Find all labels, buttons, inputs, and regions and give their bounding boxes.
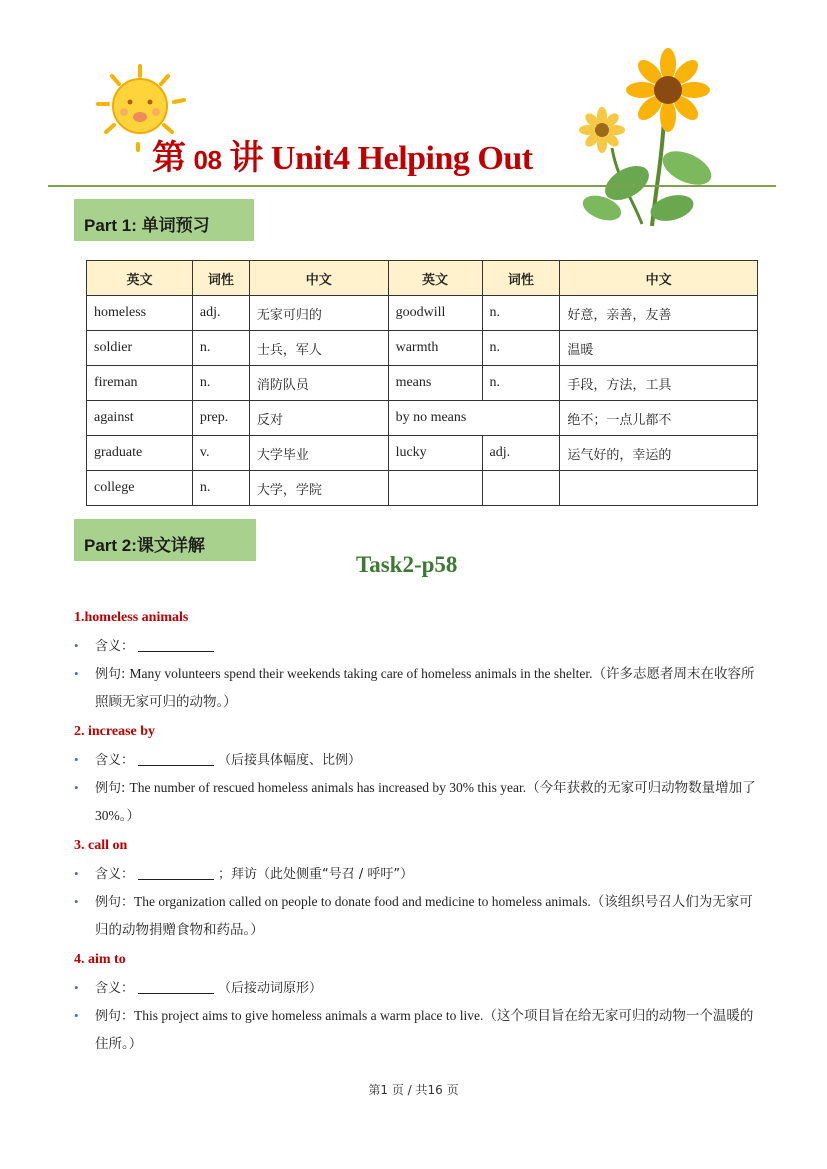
- word-cell: homeless: [87, 296, 193, 331]
- phrase-cell: by no means: [388, 401, 560, 436]
- pos-cell: n.: [482, 331, 560, 366]
- word-cell: soldier: [87, 331, 193, 366]
- meaning-cell: 好意，亲善，友善: [560, 296, 758, 331]
- lesson-title: [152, 130, 533, 179]
- item-heading: 4. aim to: [74, 952, 126, 967]
- word-cell: warmth: [388, 331, 482, 366]
- example-label: 例句：: [95, 895, 135, 910]
- pos-cell: v.: [192, 436, 249, 471]
- task-title: Task2-p58: [356, 552, 458, 577]
- pos-cell: n.: [482, 296, 560, 331]
- pos-cell: n.: [192, 366, 249, 401]
- example-line: [74, 1002, 756, 1057]
- vocabulary-table: [86, 260, 758, 506]
- example-line: [74, 660, 756, 715]
- meaning-note: （后接具体幅度、比例）: [218, 753, 362, 768]
- meaning-cell: 士兵，军人: [249, 331, 388, 366]
- table-row: [87, 436, 758, 471]
- answer-blank[interactable]: [138, 751, 214, 766]
- page-footer: 第1 页 / 共16 页: [368, 1083, 459, 1097]
- meaning-note: （后接动词原形）: [218, 981, 323, 996]
- word-cell: [388, 471, 482, 506]
- answer-blank[interactable]: [138, 637, 214, 652]
- example-sentence: The number of rescued homeless animals has increased by 30% this year.（今年获救的无家可归动物数量增加了 30%。）: [95, 780, 756, 823]
- meaning-cell: 反对: [249, 401, 388, 436]
- item-heading: 2. increase by: [74, 724, 156, 739]
- header-chinese-1: 中文: [249, 261, 388, 296]
- word-cell: fireman: [87, 366, 193, 401]
- meaning-cell: 大学毕业: [249, 436, 388, 471]
- word-cell: means: [388, 366, 482, 401]
- title-prefix: 第: [152, 140, 186, 177]
- meaning-line: [74, 746, 756, 774]
- word-cell: lucky: [388, 436, 482, 471]
- explanation-list: [74, 607, 756, 1063]
- list-item: [74, 721, 756, 829]
- pos-cell: n.: [192, 331, 249, 366]
- header-english-1: 英文: [87, 261, 193, 296]
- sunflower-illustration: [572, 48, 742, 228]
- meaning-label: 含义：: [95, 639, 135, 654]
- example-label: 例句:: [95, 667, 130, 682]
- header-pos-1: 词性: [192, 261, 249, 296]
- item-heading: 1.homeless animals: [74, 610, 189, 625]
- title-suffix: 讲: [229, 140, 263, 177]
- table-row: [87, 296, 758, 331]
- item-heading: 3. call on: [74, 838, 128, 853]
- meaning-cell: 运气好的，幸运的: [560, 436, 758, 471]
- example-label: 例句：: [95, 1009, 135, 1024]
- word-cell: against: [87, 401, 193, 436]
- header-pos-2: 词性: [482, 261, 560, 296]
- meaning-cell: 手段，方法，工具: [560, 366, 758, 401]
- header-divider: [48, 185, 776, 187]
- meaning-line: [74, 860, 756, 888]
- example-sentence: The organization called on people to donate food and medicine to homeless animals.（该组织号召人们为无家可归的动物捐赠食物和药品。）: [95, 894, 753, 937]
- header-english-2: 英文: [388, 261, 482, 296]
- list-item: [74, 835, 756, 943]
- example-label: 例句:: [95, 781, 130, 796]
- meaning-label: 含义：: [95, 867, 135, 882]
- word-cell: college: [87, 471, 193, 506]
- table-header-row: [87, 261, 758, 296]
- example-sentence: Many volunteers spend their weekends taking care of homeless animals in the shelter.（许多志愿者周末在收容所照顾无家可归的动物。）: [95, 666, 755, 709]
- pos-cell: n.: [482, 366, 560, 401]
- part2-heading: Part 2:课文详解: [74, 519, 256, 561]
- word-cell: goodwill: [388, 296, 482, 331]
- meaning-cell: 绝不；一点儿都不: [560, 401, 758, 436]
- pos-cell: prep.: [192, 401, 249, 436]
- part1-heading: Part 1: 单词预习: [74, 199, 254, 241]
- pos-cell: adj.: [482, 436, 560, 471]
- header-chinese-2: 中文: [560, 261, 758, 296]
- table-row: [87, 331, 758, 366]
- lesson-number: 08: [193, 145, 222, 175]
- list-item: [74, 949, 756, 1057]
- meaning-line: [74, 632, 756, 660]
- pos-cell: adj.: [192, 296, 249, 331]
- meaning-line: [74, 974, 756, 1002]
- meaning-note: ；拜访（此处侧重“号召 / 呼吁”）: [218, 867, 414, 882]
- pos-cell: [482, 471, 560, 506]
- word-cell: graduate: [87, 436, 193, 471]
- example-line: [74, 888, 756, 943]
- meaning-cell: 大学，学院: [249, 471, 388, 506]
- pos-cell: n.: [192, 471, 249, 506]
- meaning-label: 含义：: [95, 753, 135, 768]
- meaning-label: 含义：: [95, 981, 135, 996]
- table-row: [87, 401, 758, 436]
- table-row: [87, 366, 758, 401]
- meaning-cell: 无家可归的: [249, 296, 388, 331]
- example-line: [74, 774, 756, 829]
- example-sentence: This project aims to give homeless animals a warm place to live.（这个项目旨在给无家可归的动物一个温暖的住所。）: [95, 1008, 754, 1051]
- meaning-cell: 消防队员: [249, 366, 388, 401]
- unit-title: Unit4 Helping Out: [270, 140, 533, 177]
- list-item: [74, 607, 756, 715]
- meaning-cell: [560, 471, 758, 506]
- table-row: [87, 471, 758, 506]
- answer-blank[interactable]: [138, 979, 214, 994]
- meaning-cell: 温暖: [560, 331, 758, 366]
- answer-blank[interactable]: [138, 865, 214, 880]
